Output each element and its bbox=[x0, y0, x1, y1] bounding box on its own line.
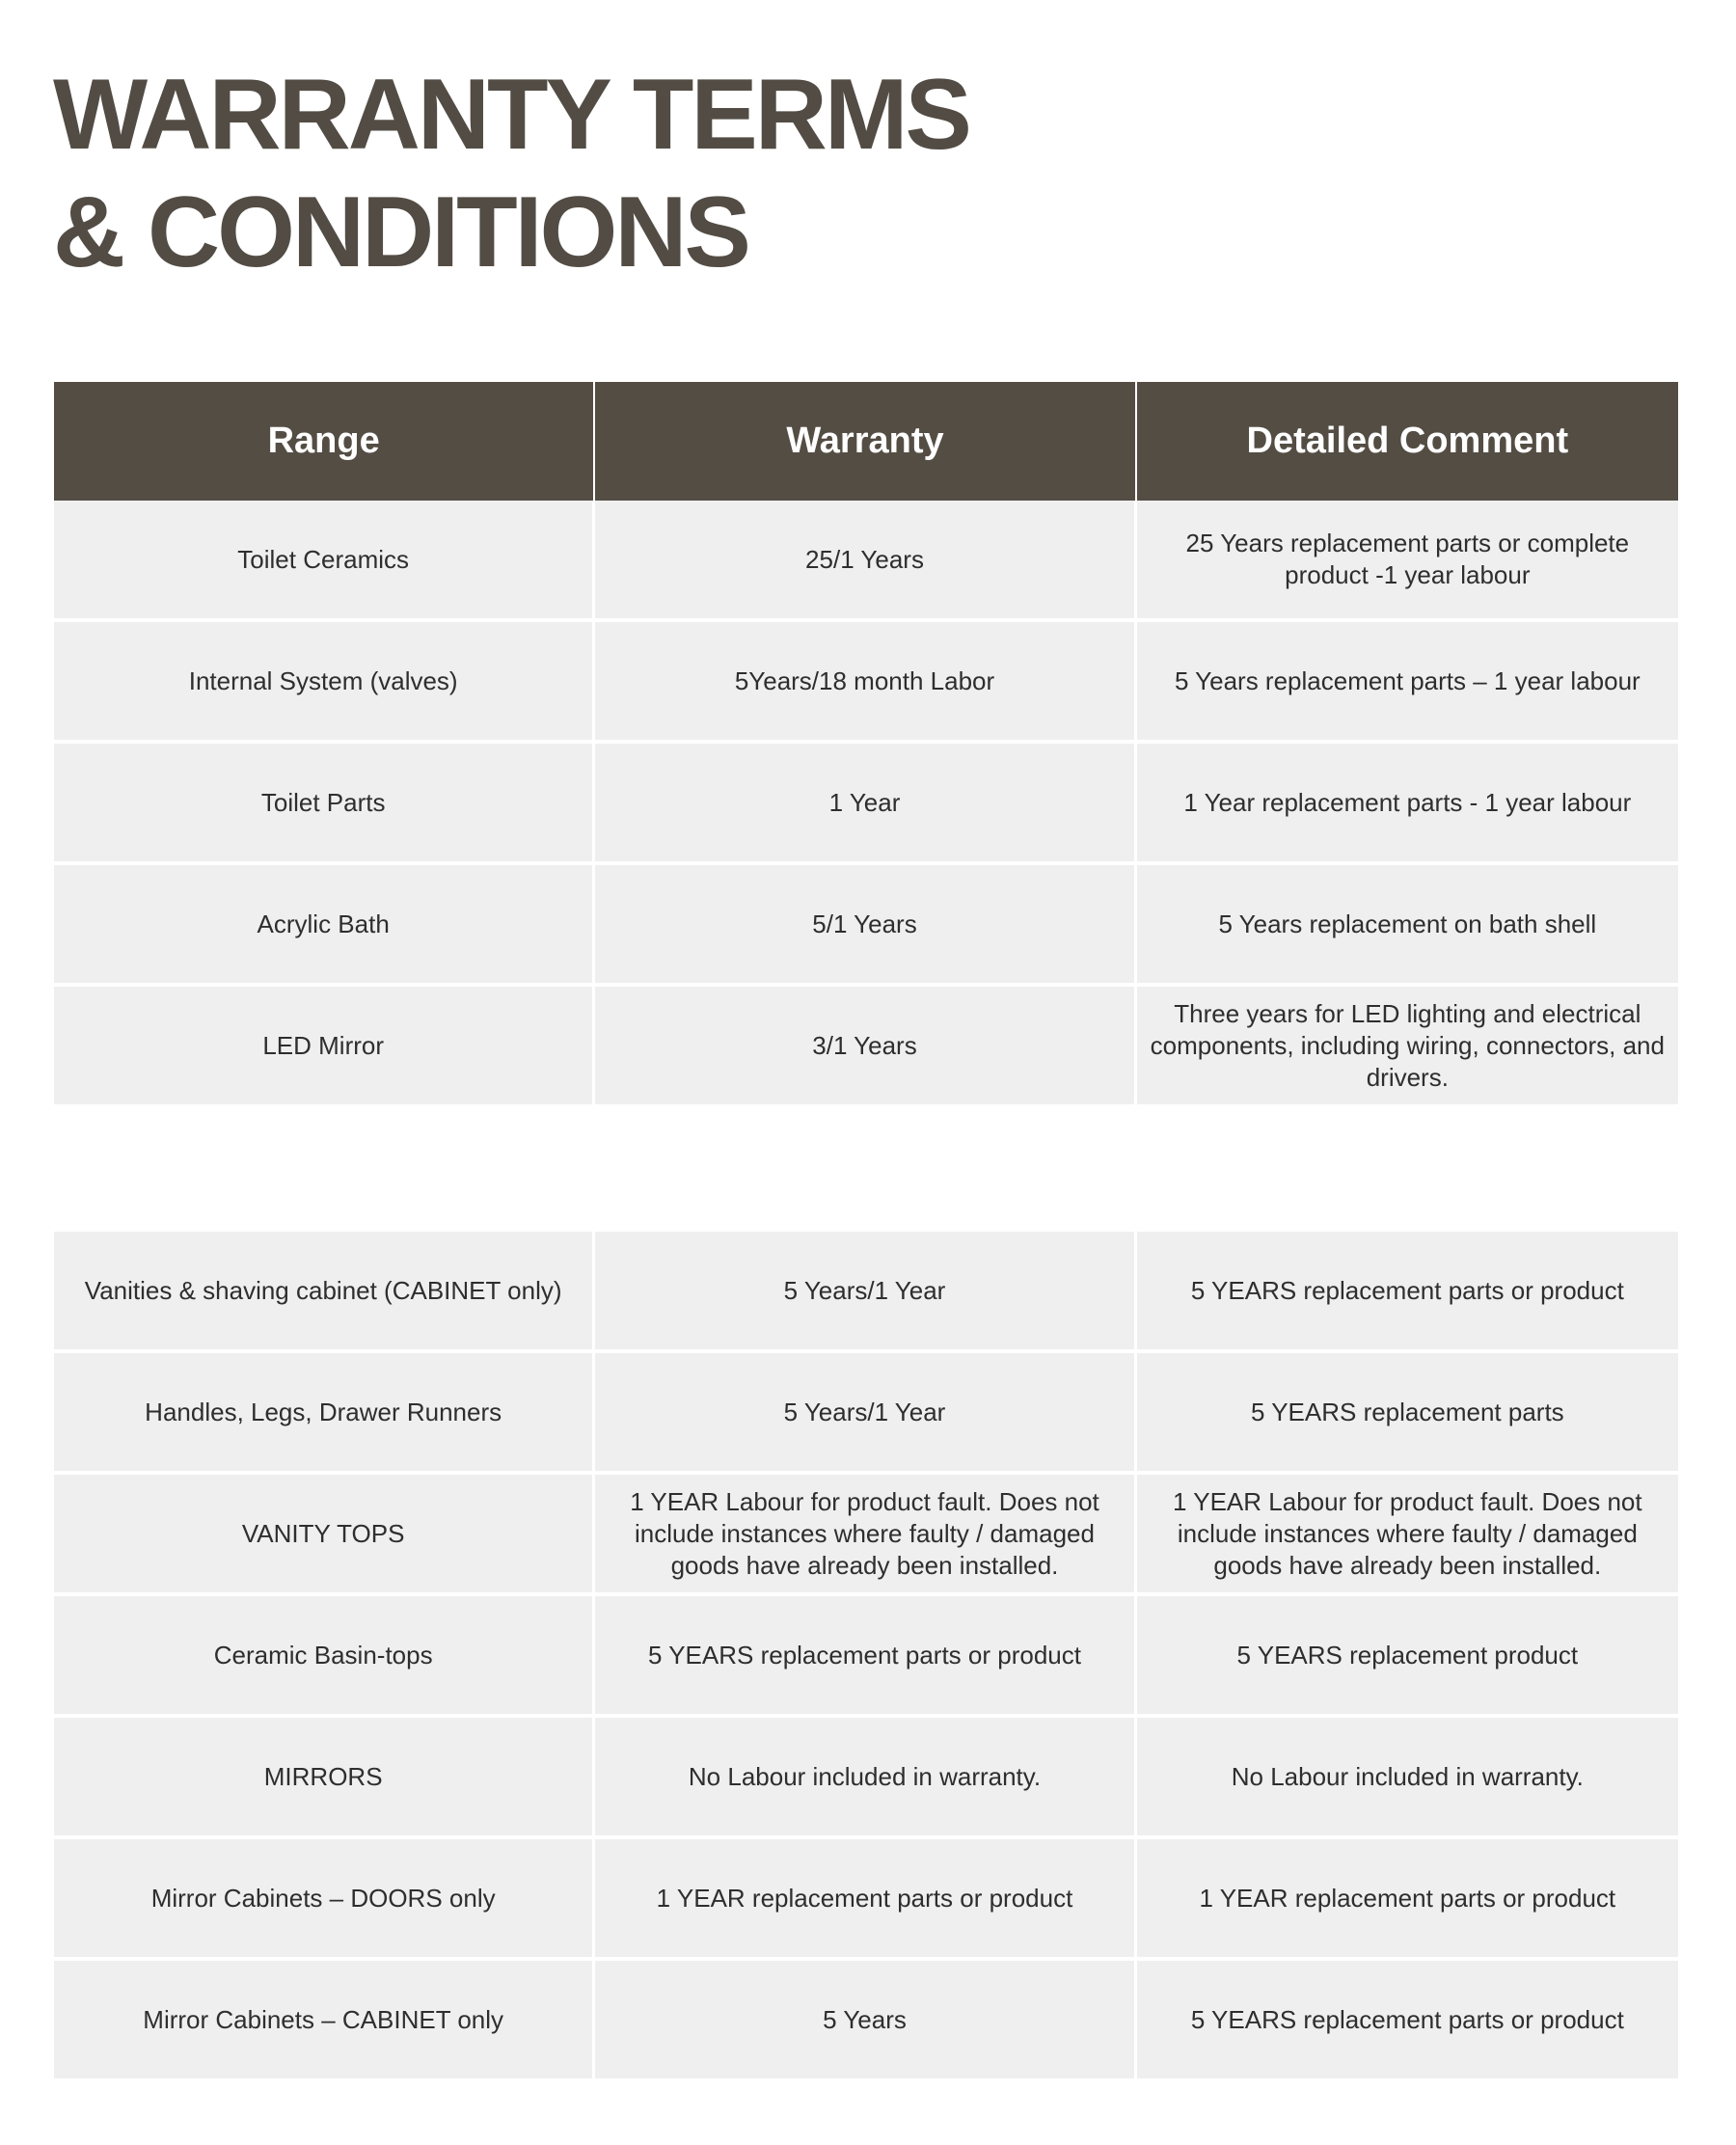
table-row bbox=[54, 1596, 1678, 1718]
cell-range: Internal System (valves) bbox=[54, 622, 595, 744]
header-warranty: Warranty bbox=[595, 382, 1136, 501]
cell-comment: 1 Year replacement parts - 1 year labour bbox=[1137, 744, 1678, 865]
cell-comment: 1 YEAR Labour for product fault. Does not include instances where faulty / damaged goods have already been installed. bbox=[1137, 1475, 1678, 1596]
cell-warranty: 5 Years bbox=[595, 1961, 1136, 2078]
cell-warranty: 5 Years/1 Year bbox=[595, 1232, 1136, 1353]
cell-warranty: 5/1 Years bbox=[595, 865, 1136, 987]
cell-range: VANITY TOPS bbox=[54, 1475, 595, 1596]
table-row bbox=[54, 1353, 1678, 1475]
warranty-table-primary bbox=[54, 382, 1678, 1104]
cell-warranty: 1 YEAR replacement parts or product bbox=[595, 1839, 1136, 1961]
table-row bbox=[54, 1839, 1678, 1961]
cell-warranty: 5 Years/1 Year bbox=[595, 1353, 1136, 1475]
cell-range: Mirror Cabinets – CABINET only bbox=[54, 1961, 595, 2078]
cell-warranty: 25/1 Years bbox=[595, 501, 1136, 622]
table-row bbox=[54, 1961, 1678, 2078]
table-header-row bbox=[54, 382, 1678, 501]
cell-warranty: 1 YEAR Labour for product fault. Does not include instances where faulty / damaged goods have already been installed. bbox=[595, 1475, 1136, 1596]
cell-warranty: 3/1 Years bbox=[595, 987, 1136, 1104]
cell-range: Mirror Cabinets – DOORS only bbox=[54, 1839, 595, 1961]
cell-warranty: 1 Year bbox=[595, 744, 1136, 865]
cell-comment: 5 YEARS replacement parts or product bbox=[1137, 1232, 1678, 1353]
cell-range: LED Mirror bbox=[54, 987, 595, 1104]
cell-range: Acrylic Bath bbox=[54, 865, 595, 987]
cell-comment: No Labour included in warranty. bbox=[1137, 1718, 1678, 1839]
header-detailed-comment: Detailed Comment bbox=[1137, 382, 1678, 501]
cell-warranty: No Labour included in warranty. bbox=[595, 1718, 1136, 1839]
cell-comment: 1 YEAR replacement parts or product bbox=[1137, 1839, 1678, 1961]
table-row bbox=[54, 1718, 1678, 1839]
cell-comment: Three years for LED lighting and electrical components, including wiring, connectors, and drivers. bbox=[1137, 987, 1678, 1104]
cell-range: MIRRORS bbox=[54, 1718, 595, 1839]
table-row bbox=[54, 744, 1678, 865]
table-row bbox=[54, 865, 1678, 987]
cell-range: Ceramic Basin-tops bbox=[54, 1596, 595, 1718]
page-title-line-1: WARRANTY TERMS bbox=[53, 59, 969, 171]
page-title-line-2: & CONDITIONS bbox=[53, 176, 748, 288]
table-row bbox=[54, 1475, 1678, 1596]
table-row bbox=[54, 987, 1678, 1104]
table-row bbox=[54, 622, 1678, 744]
cell-comment: 5 YEARS replacement product bbox=[1137, 1596, 1678, 1718]
cell-range: Toilet Parts bbox=[54, 744, 595, 865]
cell-comment: 5 Years replacement parts – 1 year labour bbox=[1137, 622, 1678, 744]
cell-range: Handles, Legs, Drawer Runners bbox=[54, 1353, 595, 1475]
cell-comment: 25 Years replacement parts or complete product -1 year labour bbox=[1137, 501, 1678, 622]
cell-comment: 5 Years replacement on bath shell bbox=[1137, 865, 1678, 987]
table-row bbox=[54, 501, 1678, 622]
warranty-table-secondary bbox=[54, 1232, 1678, 2078]
cell-warranty: 5 YEARS replacement parts or product bbox=[595, 1596, 1136, 1718]
header-range: Range bbox=[54, 382, 595, 501]
table-row bbox=[54, 1232, 1678, 1353]
cell-warranty: 5Years/18 month Labor bbox=[595, 622, 1136, 744]
page-title bbox=[53, 56, 969, 291]
cell-comment: 5 YEARS replacement parts bbox=[1137, 1353, 1678, 1475]
cell-range: Vanities & shaving cabinet (CABINET only) bbox=[54, 1232, 595, 1353]
cell-range: Toilet Ceramics bbox=[54, 501, 595, 622]
cell-comment: 5 YEARS replacement parts or product bbox=[1137, 1961, 1678, 2078]
